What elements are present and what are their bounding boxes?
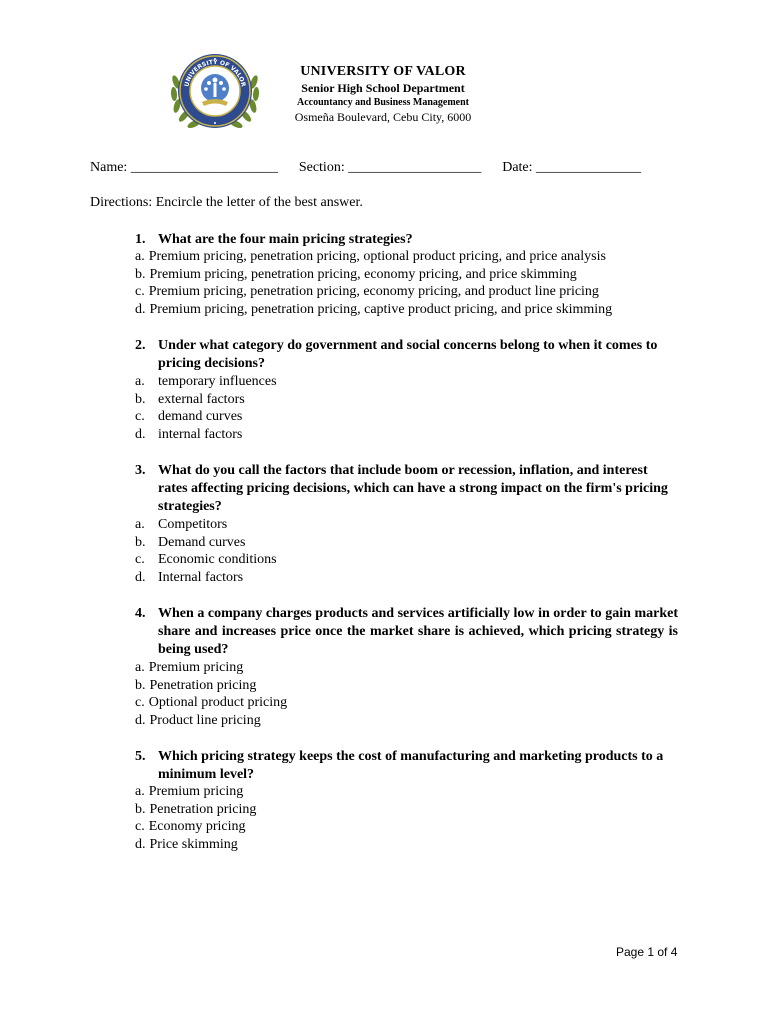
directions-text: Directions: Encircle the letter of the best answer. (90, 195, 363, 210)
choice-c[interactable]: c. Premium pricing, penetration pricing, economy pricing, and product line pricing (135, 284, 599, 300)
choice-a[interactable]: a. Premium pricing (135, 660, 244, 675)
question-stem (135, 231, 678, 249)
question-number: 4. (135, 606, 146, 621)
choice-a[interactable]: a. Premium pricing (135, 784, 244, 799)
strand-name: Accountancy and Business Management (297, 97, 469, 108)
student-info-line (90, 159, 641, 177)
question-number: 2. (135, 338, 146, 353)
question-text: When a company charges products and services artificially low in order to gain market share and increases price once the market share is achieved, which pricing strategy is being used? (158, 606, 678, 657)
choice-c[interactable]: c. Economic conditions (135, 552, 277, 568)
choice-c[interactable]: c. Optional product pricing (135, 695, 288, 711)
question-number: 5. (135, 749, 146, 764)
question-text: Which pricing strategy keeps the cost of manufacturing and marketing products to a minimum level? (158, 749, 664, 782)
choice-d[interactable]: d. Product line pricing (135, 712, 261, 728)
choice-d[interactable]: d. Price skimming (135, 836, 238, 852)
university-seal-logo (166, 50, 264, 132)
question-number: 3. (135, 463, 146, 478)
seal-text: UNIVERSITY OF VALOR (183, 58, 247, 88)
school-address: Osmeña Boulevard, Cebu City, 6000 (294, 110, 472, 124)
choice-b[interactable]: b. Penetration pricing (135, 801, 257, 817)
choice-a[interactable]: a. temporary influences (135, 374, 277, 389)
section-field[interactable]: Section: ___________________ (298, 160, 482, 175)
question-text: What do you call the factors that include boom or recession, inflation, and interest rates affecting pricing decisions, which can have a strong impact on the firm's pricing strategies? (158, 463, 668, 514)
question-5 (135, 748, 678, 784)
question-text: Under what category do government and social concerns belong to when it comes to pricing decisions? (158, 338, 658, 371)
choice-b[interactable]: b. Demand curves (135, 534, 246, 550)
page-number: Page 1 of 4 (616, 945, 678, 959)
question-5-choices (135, 783, 678, 853)
choice-b[interactable]: b. external factors (135, 391, 245, 407)
choice-a[interactable]: a. Competitors (135, 517, 228, 532)
question-stem (135, 462, 678, 516)
choice-d[interactable]: d. Premium pricing, penetration pricing, captive product pricing, and price skimming (135, 301, 613, 317)
question-text: What are the four main pricing strategies? (158, 232, 413, 247)
question-stem (135, 605, 678, 659)
choice-c[interactable]: c. Economy pricing (135, 819, 246, 835)
question-number: 1. (135, 232, 146, 247)
choice-c[interactable]: c. demand curves (135, 409, 243, 425)
question-1 (135, 231, 678, 249)
choice-b[interactable]: b. Penetration pricing (135, 677, 257, 693)
choice-d[interactable]: d. Internal factors (135, 569, 244, 585)
date-field[interactable]: Date: _______________ (502, 160, 642, 175)
question-4-choices (135, 659, 678, 729)
question-2 (135, 337, 678, 443)
question-1-choices (135, 248, 678, 318)
choice-a[interactable]: a. Premium pricing, penetration pricing, optional product pricing, and price analysis (135, 249, 606, 264)
question-stem (135, 748, 678, 784)
choice-d[interactable]: d. internal factors (135, 426, 243, 442)
question-stem (135, 337, 678, 373)
choice-b[interactable]: b. Premium pricing, penetration pricing, economy pricing, and price skimming (135, 266, 577, 282)
school-header (268, 63, 498, 124)
question-3 (135, 462, 678, 586)
university-name: UNIVERSITY OF VALOR (300, 64, 466, 79)
department-name: Senior High School Department (301, 81, 465, 95)
name-field[interactable]: Name: _____________________ (90, 160, 278, 175)
question-4 (135, 605, 678, 659)
